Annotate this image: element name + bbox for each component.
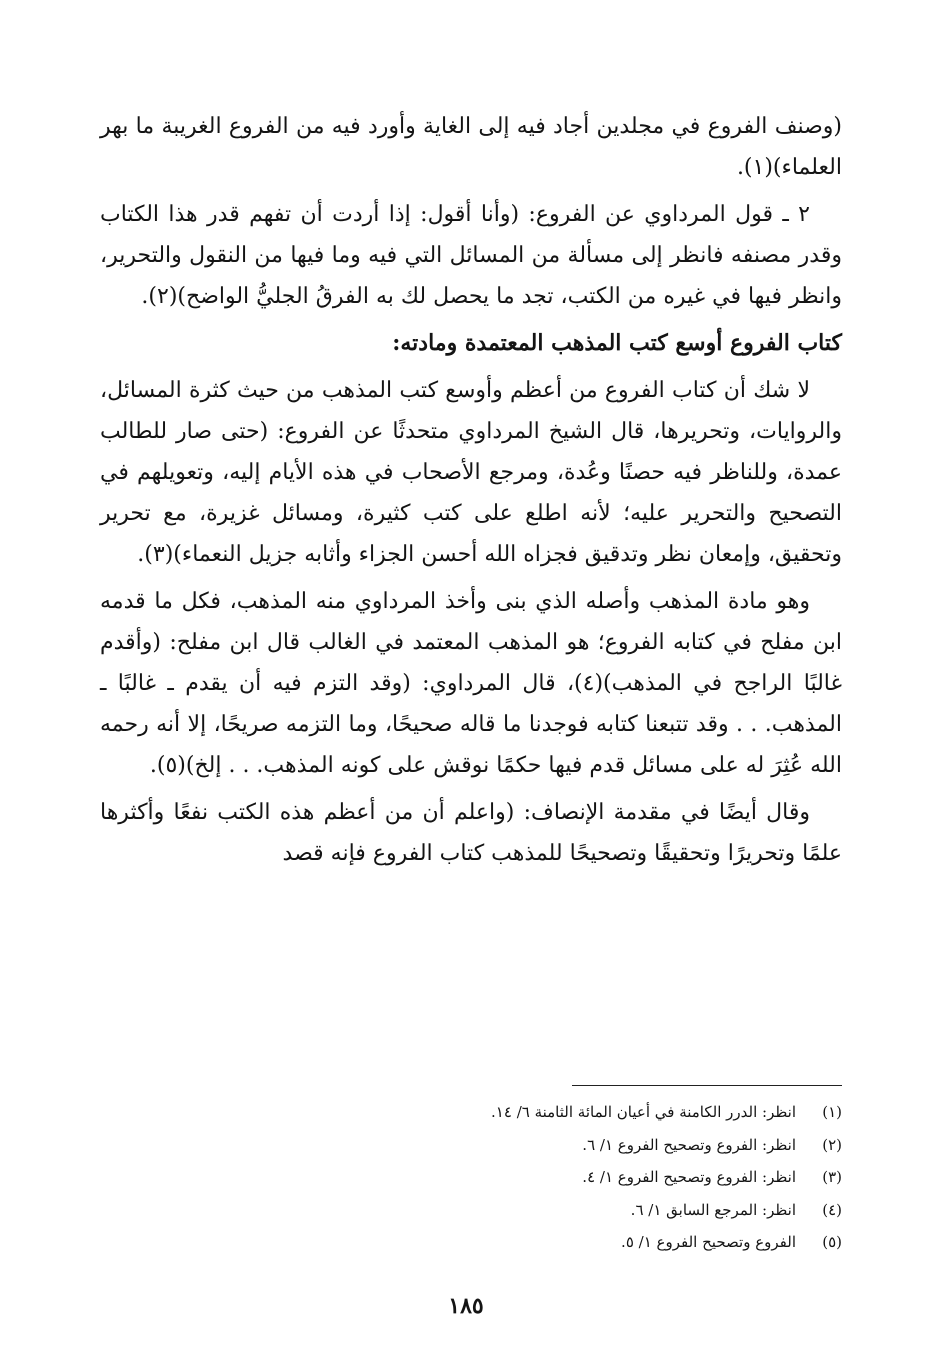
paragraph-5: وقال أيضًا في مقدمة الإنصاف: (واعلم أن من أعظم هذه الكتب نفعًا وأكثرها علمًا وتحريرًا وتحقيقًا وتصحيحًا للمذهب كتاب الفروع فإنه قصد <box>100 800 842 866</box>
footnote-number: (٥) <box>822 1233 842 1251</box>
paragraph-2: ٢ ـ قول المرداوي عن الفروع: (وأنا أقول: إذا أردت أن تفهم قدر هذا الكتاب وقدر مصنفه فانظر إلى مسألة من المسائل التي فيه وما فيها من النقول والتحرير، وانظر فيها في غيره من الكتب، تجد ما يحصل لك به الفرقُ الجليُّ الواضح)(٢). <box>100 202 842 309</box>
footnote-text: الفروع وتصحيح الفروع ١/ ٥. <box>621 1233 796 1251</box>
footnote-number: (١) <box>822 1103 842 1121</box>
footnote-5 <box>300 1226 842 1259</box>
footnote-text: انظر: المرجع السابق ١/ ٦. <box>630 1200 796 1219</box>
footnote-4 <box>300 1194 842 1227</box>
footnote-1 <box>300 1096 842 1129</box>
footnote-text: انظر: الفروع وتصحيح الفروع ١/ ٦. <box>582 1135 796 1154</box>
footnote-3 <box>300 1161 842 1194</box>
page-number: ١٨٥ <box>448 1293 484 1319</box>
footnote-number: (٢) <box>822 1135 842 1154</box>
footnotes <box>300 1096 842 1259</box>
paragraph-1: (وصنف الفروع في مجلدين أجاد فيه إلى الغاية وأورد فيه من الفروع الغريبة ما بهر العلماء)(١). <box>100 114 842 180</box>
footnote-text: انظر: الدرر الكامنة في أعيان المائة الثامنة ٦/ ١٤. <box>491 1103 796 1121</box>
footnote-number: (٣) <box>822 1168 842 1186</box>
section-heading: كتاب الفروع أوسع كتب المذهب المعتمدة ومادته: <box>392 330 842 356</box>
footnote-2 <box>300 1129 842 1162</box>
footnote-divider <box>572 1085 842 1086</box>
footnote-number: (٤) <box>822 1200 842 1219</box>
footnote-text: انظر: الفروع وتصحيح الفروع ١/ ٤. <box>582 1168 796 1186</box>
paragraph-4: وهو مادة المذهب وأصله الذي بنى وأخذ المرداوي منه المذهب، فكل ما قدمه ابن مفلح في كتابه الفروع؛ هو المذهب المعتمد في الغالب قال ابن مفلح: (وأقدم غالبًا الراجح في المذهب)(٤)، قال المرداوي: (وقد التزم فيه أن يقدم ـ غالبًا ـ المذهب. . . وقد تتبعنا كتابه فوجدنا ما قاله صحيحًا، وما التزمه صريحًا، إلا أنه رحمه الله عُثِرَ له على مسائل قدم فيها حكمًا نوقش على كونه المذهب. . . إلخ)(٥). <box>100 589 842 778</box>
paragraph-3: لا شك أن كتاب الفروع من أعظم وأوسع كتب المذهب من حيث كثرة المسائل، والروايات، وتحريرها، قال الشيخ المرداوي متحدثًا عن الفروع: (حتى صار للطالب عمدة، وللناظر فيه حصنًا وعُدة، ومرجع الأصحاب في هذه الأيام إليه، وتعويلهم في التصحيح والتحرير عليه؛ لأنه اطلع على كتب كثيرة، ومسائل غزيرة، مع تحرير وتحقيق، وإمعان نظر وتدقيق فجزاه الله أحسن الجزاء وأثابه جزيل النعماء)(٣). <box>100 378 843 567</box>
main-text <box>100 106 842 880</box>
